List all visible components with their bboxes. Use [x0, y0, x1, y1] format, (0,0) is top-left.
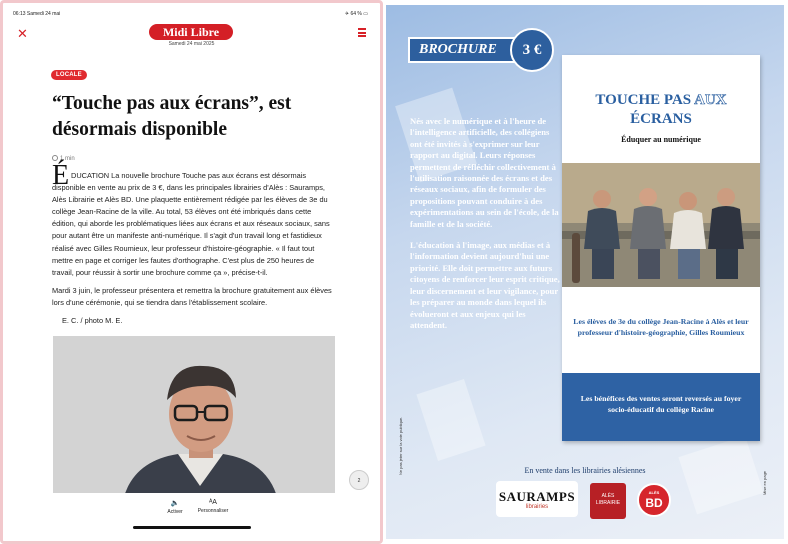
- close-icon[interactable]: ✕: [17, 26, 28, 41]
- brochure-tag: BROCHURE: [408, 37, 520, 63]
- app-header: [3, 21, 380, 51]
- print-credit: Mise en page: [762, 470, 767, 495]
- article-title: “Touche pas aux écrans”, est désormais disponible: [52, 93, 292, 140]
- speaker-icon: 🔈: [170, 500, 180, 507]
- drop-cap: É: [52, 160, 70, 191]
- legal-notice: Ne pas jeter sur la voie publique.: [398, 416, 403, 475]
- cover-title-part2: AUX: [694, 92, 727, 108]
- price-badge: 3 €: [510, 28, 554, 72]
- font-size-icon: ᴬA: [209, 499, 217, 506]
- listen-label: Activer: [167, 509, 183, 515]
- article-body: [52, 170, 335, 333]
- cover-subtitle: Éduquer au numérique: [621, 135, 701, 144]
- home-indicator[interactable]: [133, 526, 251, 529]
- comments-widget[interactable]: [349, 470, 369, 490]
- cover-title-part3: ÉCRANS: [630, 111, 692, 127]
- comments-count: 2: [357, 478, 361, 484]
- midi-libre-logo: Midi Libre: [149, 24, 233, 40]
- article-signature: E. C. / photo M. E.: [62, 316, 123, 326]
- intro-paragraph-2: L'éducation à l'image, aux médias et à l'information devient aujourd'hui une priorité. Elle doit permettre aux futurs citoyens de renforcer leur esprit critique, leur discernement et leur vigilance, pour les préparer au monde dans lequel ils évolueront et aux enjeux qui les attendent.: [410, 240, 560, 330]
- ales-bd-logo: [637, 483, 671, 517]
- sauramps-logo-sub: librairies: [525, 504, 549, 510]
- category-badge[interactable]: LOCALE: [51, 70, 87, 80]
- status-time: 06:13 Samedi 24 mai: [13, 11, 61, 17]
- students-illustration: [562, 163, 760, 287]
- article-paragraph-2: Mardi 3 juin, le professeur présentera et remettra la brochure gratuitement aux élèves lors d'une cérémonie, qui se tiendra dans l'établissement scolaire.: [52, 285, 332, 307]
- status-indicators: ✈ 64 % ▭: [344, 11, 368, 17]
- sauramps-logo: [496, 481, 578, 517]
- article-photo: [53, 336, 335, 500]
- brochure-cover: [562, 55, 760, 441]
- ales-bd-logo-top: ALÈS: [648, 490, 660, 495]
- cover-footer: Les bénéfices des ventes seront reversés au foyer socio-éducatif du collège Racine: [562, 373, 760, 441]
- bookstore-logos: [496, 481, 696, 519]
- read-time-label: 1 min: [60, 156, 75, 162]
- listen-button[interactable]: [155, 499, 195, 515]
- menu-icon[interactable]: [358, 28, 366, 37]
- cover-title-part1: TOUCHE PAS: [595, 92, 695, 108]
- article-screen: [0, 0, 383, 544]
- edition-date: Samedi 24 mai 2025: [168, 41, 215, 47]
- cover-title: [562, 91, 760, 129]
- ales-bd-logo-text: BD: [645, 496, 663, 510]
- sale-text: En vente dans les librairies alésiennes: [524, 466, 646, 475]
- customize-button[interactable]: [193, 499, 233, 514]
- cover-photo: [562, 163, 760, 287]
- ales-librairie-logo: ALÈS LIBRAIRIE: [590, 483, 626, 519]
- customize-label: Personnaliser: [197, 508, 229, 514]
- status-bar: [3, 3, 380, 17]
- cover-credit: Les élèves de 3e du collège Jean-Racine à Alès et leur professeur d'histoire-géographie, Gilles Roumieux: [573, 317, 749, 337]
- brochure-poster: [386, 5, 784, 539]
- sauramps-logo-text: SAURAMPS: [498, 489, 576, 504]
- article-paragraph-1: DUCATION La nouvelle brochure Touche pas aux écrans est désormais disponible en vente au prix de 3 €, dans les principales librairies d'Alès : Sauramps, Alès Librairie et Alès BD. Une plaquette entièrement rédigée par les élèves de 3e du collège Jean-Racine de la ville. Au total, 53 élèves ont été imbriqués dans cette édition, qui aborde les problématiques liées aux écrans et aux réseaux sociaux, sans pour autant être un manifeste anti-numérique. Il s'agit d'un travail long et fastidieux réalisé avec Gilles Roumieux, leur professeur d'histoire-géographie. « Il faut tout mettre en page et corriger les fautes d'orthographe. C'est plus de 250 heures de travail, pour réussir à sortir une brochure comme ça », précise-t-il.: [52, 171, 330, 277]
- poster-intro: [410, 116, 560, 341]
- portrait-illustration: [53, 336, 335, 500]
- intro-paragraph-1: Nés avec le numérique et à l'heure de l'intelligence artificielle, des collégiens ont été invités à s'exprimer sur leur rapport au digital. Leurs réponses permettent de réfléchir collectivement à l'utilisation raisonnée des écrans et des réseaux sociaux, afin de formuler des propositions pouvant conduire à des expérimentations au sein de l'école, de la famille et de la société.: [410, 116, 559, 229]
- bottom-toolbar: [3, 493, 380, 541]
